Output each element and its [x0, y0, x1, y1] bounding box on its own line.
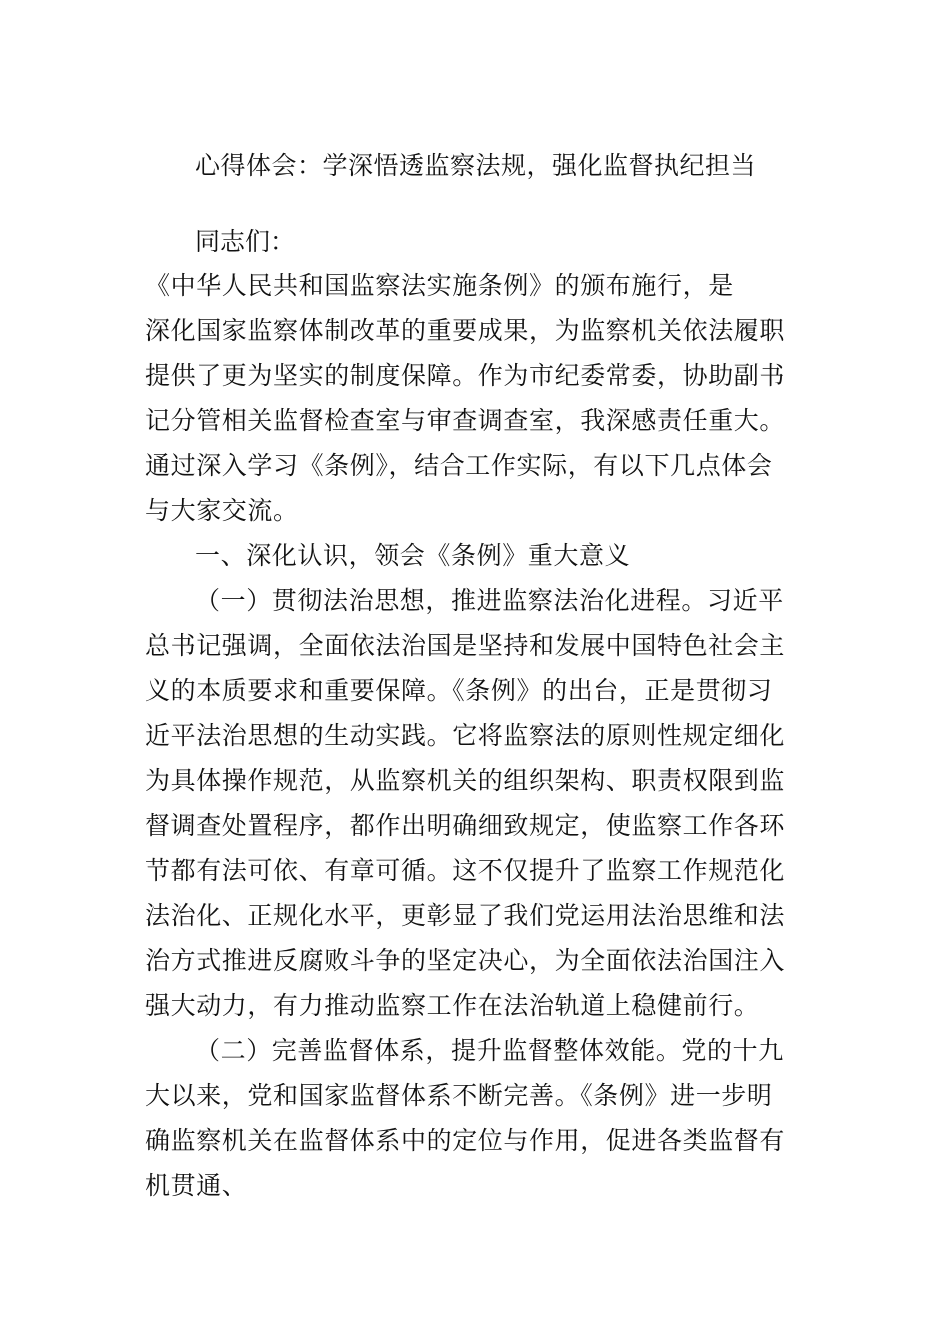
subsection-heading-line: （二）完善监督体系，提升监督整体效能。党的十九: [195, 1036, 784, 1065]
body-line: 法治化、正规化水平，更彰显了我们党运用法治思维和法: [145, 901, 786, 930]
salutation: 同志们：: [195, 227, 296, 256]
section-heading: 一、深化认识，领会《条例》重大意义: [195, 541, 631, 570]
body-line: 记分管相关监督检查室与审查调查室，我深感责任重大。: [145, 406, 786, 435]
body-line: 治方式推进反腐败斗争的坚定决心，为全面依法治国注入: [145, 946, 786, 975]
body-line: 总书记强调，全面依法治国是坚持和发展中国特色社会主: [145, 631, 786, 660]
body-line: 义的本质要求和重要保障。《条例》的出台，正是贯彻习: [145, 676, 773, 705]
body-line: 与大家交流。: [145, 496, 299, 525]
body-line: 通过深入学习《条例》，结合工作实际，有以下几点体会: [145, 451, 773, 480]
body-line: 强大动力，有力推动监察工作在法治轨道上稳健前行。: [145, 991, 760, 1020]
body-line: 确监察机关在监督体系中的定位与作用，促进各类监督有: [145, 1126, 786, 1155]
body-line: 提供了更为坚实的制度保障。作为市纪委常委，协助副书: [145, 361, 786, 390]
body-line: 《中华人民共和国监察法实施条例》的颁布施行，是: [145, 271, 734, 300]
body-line: 督调查处置程序，都作出明确细致规定，使监察工作各环: [145, 811, 786, 840]
body-line: 深化国家监察体制改革的重要成果，为监察机关依法履职: [145, 316, 786, 345]
body-line: 近平法治思想的生动实践。它将监察法的原则性规定细化: [145, 721, 786, 750]
body-line: 机贯通、: [145, 1171, 248, 1200]
body-line: 大以来，党和国家监督体系不断完善。《条例》进一步明: [145, 1081, 773, 1110]
document-body: [145, 263, 805, 1208]
body-line: 为具体操作规范，从监察机关的组织架构、职责权限到监: [145, 766, 786, 795]
body-line: 节都有法可依、有章可循。这不仅提升了监察工作规范化: [145, 856, 786, 885]
subsection-heading-line: （一）贯彻法治思想，推进监察法治化进程。习近平: [195, 586, 784, 615]
document-title: 心得体会：学深悟透监察法规，强化监督执纪担当: [195, 151, 757, 180]
